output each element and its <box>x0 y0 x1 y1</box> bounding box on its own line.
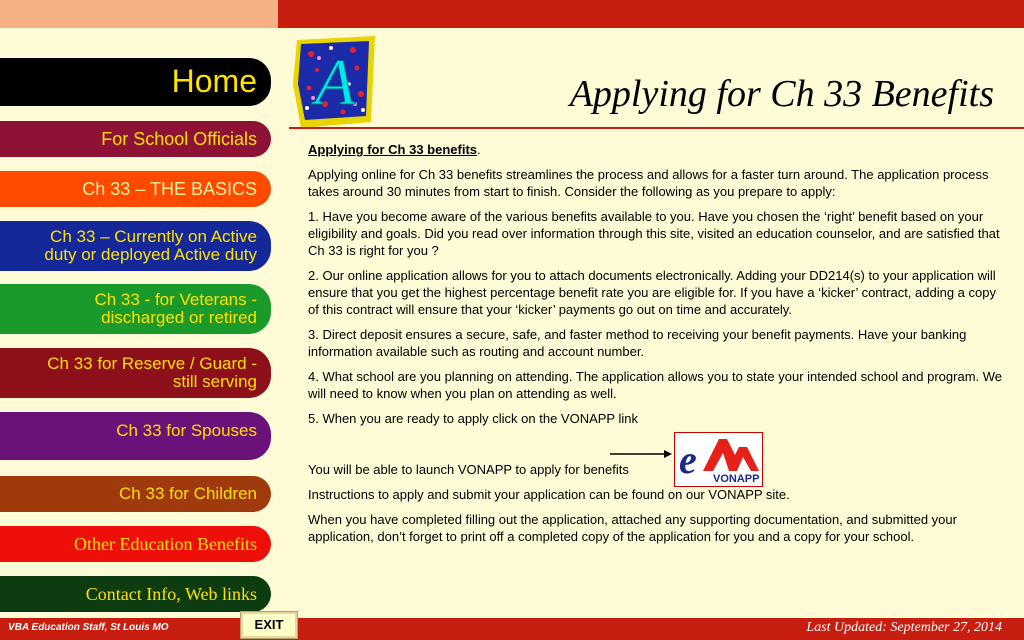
nav-spouses-label: Ch 33 for Spouses <box>116 421 257 441</box>
nav-home-label: Home <box>171 63 257 100</box>
content-item-3: 3. Direct deposit ensures a secure, safe, and faster method to receiving your benefit payments. Have your banking information available such as routing and account number. <box>308 327 967 359</box>
nav-basics-button[interactable] <box>0 171 271 207</box>
nav-other-benefits-label: Other Education Benefits <box>74 533 257 554</box>
top-bar-left <box>0 0 278 28</box>
nav-veterans-label-line2: discharged or retired <box>101 308 257 327</box>
arrow-right-icon <box>610 448 672 460</box>
nav-active-duty-button[interactable] <box>0 221 271 271</box>
nav-veterans-button[interactable] <box>0 284 271 334</box>
content-heading-suffix: . <box>477 142 481 157</box>
nav-children-button[interactable] <box>0 476 271 512</box>
letter-a-logo <box>291 34 379 130</box>
vonapp-link-button[interactable] <box>674 432 763 487</box>
footer-credit: VBA Education Staff, St Louis MO <box>8 622 169 633</box>
nav-reserve-guard-button[interactable] <box>0 348 271 398</box>
vonapp-logo-icon <box>675 433 762 486</box>
content-launch: You will be able to launch VONAPP to apply for benefits <box>308 462 629 477</box>
nav-active-duty-label-line1: Ch 33 – Currently on Active <box>50 227 257 247</box>
nav-children-label: Ch 33 for Children <box>119 484 257 504</box>
content-intro: Applying online for Ch 33 benefits streamlines the process and allows for a faster turn around. The application process takes around 30 minutes from start to finish. Consider the following as you prepare to apply: <box>308 167 989 199</box>
nav-veterans-label-line1: Ch 33 - for Veterans - <box>94 290 257 310</box>
nav-active-duty-label-line2: duty or deployed Active duty <box>44 245 257 264</box>
nav-contact-info-label: Contact Info, Web links <box>85 583 257 604</box>
content-heading-paragraph <box>308 141 1008 158</box>
nav-other-benefits-button[interactable] <box>0 526 271 562</box>
nav-school-officials-label: For School Officials <box>101 128 257 149</box>
page-title: Applying for Ch 33 Benefits <box>569 73 994 115</box>
content-item-2: 2. Our online application allows for you to attach documents electronically. Adding your DD214(s) to your application will ensure that you get the highest percentage benefit rate you are eligible for. If you have a ‘kicker’ contract, adding a copy of this contract will ensure that your ‘kicker’ payments go out on time and accurately. <box>308 268 996 317</box>
content-instructions: Instructions to apply and submit your application can be found on our VONAPP site. <box>308 487 790 502</box>
content-item-5: 5. When you are ready to apply click on the VONAPP link <box>308 411 638 426</box>
nav-basics-label: Ch 33 – THE BASICS <box>82 178 257 199</box>
content-item-1: 1. Have you become aware of the various benefits available to you. Have you chosen the ‘right’ benefit based on your eligibility and goals. Did you read over information through this site, visited an education counselor, and are satisfied that Ch 33 is right for you ? <box>308 209 1000 258</box>
vonapp-logo-text: VONAPP <box>713 473 760 485</box>
footer-last-updated: Last Updated: September 27, 2014 <box>806 620 1002 635</box>
content-item-4: 4. What school are you planning on attending. The application allows you to state your intended school and program. We will need to know when you plan on attending as well. <box>308 369 1003 401</box>
top-bar-right <box>278 0 1024 28</box>
nav-home-button[interactable] <box>0 58 271 106</box>
nav-reserve-guard-label-line2: still serving <box>172 372 257 391</box>
vonapp-logo-e: e <box>679 437 697 482</box>
content-final: When you have completed filling out the application, attached any supporting documentation, and submitted your application, don’t forget to print off a completed copy of the application for you and a copy for your school. <box>308 512 957 544</box>
logo-letter: A <box>314 46 356 119</box>
exit-button[interactable]: EXIT <box>241 612 297 638</box>
nav-contact-info-button[interactable] <box>0 576 271 612</box>
main-content <box>308 141 1008 553</box>
nav-school-officials-button[interactable] <box>0 121 271 157</box>
nav-spouses-button[interactable] <box>0 412 271 460</box>
nav-reserve-guard-label-line1: Ch 33 for Reserve / Guard - <box>47 354 257 374</box>
title-divider <box>289 127 1024 129</box>
content-heading: Applying for Ch 33 benefits <box>308 142 478 157</box>
